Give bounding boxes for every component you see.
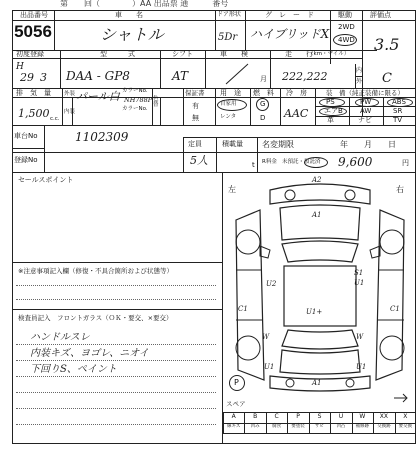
equip-pw: PW bbox=[360, 98, 372, 106]
mark-c1-right: C1 bbox=[390, 305, 400, 313]
legend-meaning: 凹み bbox=[250, 424, 260, 429]
mark-a2: A2 bbox=[312, 176, 322, 184]
legend-code: P bbox=[296, 413, 300, 420]
mark-u1-bottom-left: U1 bbox=[264, 363, 275, 371]
model-name-value: シャトル bbox=[100, 25, 164, 44]
capacity-label: 定員 bbox=[188, 140, 202, 148]
arrow-icon bbox=[392, 392, 410, 404]
legend-meaning: 腐食 bbox=[272, 424, 282, 429]
left-side-label: 左 bbox=[228, 185, 236, 194]
color-no-label-2: カラーNo. bbox=[122, 106, 148, 112]
warranty-label: 保証書 bbox=[185, 89, 205, 97]
equip-aw: AW bbox=[360, 107, 372, 115]
mark-u1-bottom-right: U1 bbox=[356, 363, 367, 371]
shift-value: AT bbox=[172, 69, 189, 83]
ext-color-label: 外装 bbox=[64, 91, 76, 97]
top-header-fragment: 第 回（ ）AA 出品票 通 番号 bbox=[60, 0, 229, 8]
mark-w-left: W bbox=[262, 333, 270, 341]
col-drive-label: 駆動 bbox=[338, 11, 352, 19]
legend-meaning: 凹凸 bbox=[336, 424, 346, 429]
equip-sr: SR bbox=[393, 107, 403, 115]
capacity-value: 5人 bbox=[190, 154, 208, 167]
shift-label: シフト bbox=[172, 50, 193, 58]
col-doors-label: ドア形状 bbox=[217, 11, 241, 18]
spare-mark: P bbox=[234, 378, 239, 387]
load-unit: t bbox=[252, 161, 255, 169]
recycle-deposit: 未預託・預託済 bbox=[282, 159, 321, 165]
inspector-note-1: ハンドルスレ bbox=[30, 332, 90, 343]
month-value: 3 bbox=[40, 71, 47, 84]
mark-a1-bottom: A1 bbox=[312, 379, 322, 387]
mark-w-right: W bbox=[356, 333, 364, 341]
color-change-label: 色替 bbox=[153, 96, 159, 108]
color-no-label: カラーNo. bbox=[122, 88, 148, 94]
equip-leather: 革 bbox=[327, 116, 334, 124]
col-grade-label: グ レ ー ド bbox=[265, 11, 314, 19]
recycle-amount: 9,600 bbox=[338, 155, 373, 169]
col-model-label: 車 名 bbox=[115, 11, 143, 19]
legend-code: U bbox=[338, 413, 344, 420]
warranty-yes: 有 bbox=[192, 102, 199, 110]
equip-label: 装 備（純正装備に限る） bbox=[326, 89, 404, 97]
equip-abs: ABS bbox=[392, 98, 406, 106]
color-value: パール白 bbox=[76, 90, 120, 103]
reg-label: 登録No bbox=[14, 156, 38, 164]
drive-4wd: 4WD bbox=[338, 36, 355, 44]
inspection-label: 車 検 bbox=[220, 50, 248, 58]
mileage-value: 222,222 bbox=[282, 70, 328, 83]
exterior-label: 外 bbox=[356, 78, 363, 85]
mark-s1: S1 bbox=[354, 269, 364, 277]
use-label: 用 途 bbox=[220, 89, 241, 97]
legend-meaning: サビ bbox=[314, 424, 324, 429]
name-change-ymd: 年 月 日 bbox=[340, 140, 396, 149]
interior-score-value: C bbox=[382, 71, 392, 86]
displacement-value: 1,500 bbox=[18, 107, 50, 120]
inspector-note-2: 内装キズ、ヨゴレ、ニオイ bbox=[30, 348, 149, 359]
col-score-label: 評価点 bbox=[370, 11, 391, 19]
year-era: H bbox=[16, 62, 24, 72]
sales-point-label: セールスポイント bbox=[18, 176, 74, 184]
use-own: 自家用 bbox=[220, 101, 237, 107]
yen-label: 円 bbox=[402, 159, 409, 167]
warranty-no: 無 bbox=[192, 114, 199, 122]
row1-header-line bbox=[12, 20, 416, 21]
name-change-label: 名変期限 bbox=[262, 140, 294, 149]
int-color-label: 内装 bbox=[64, 109, 76, 115]
equip-tv: TV bbox=[393, 116, 403, 124]
legend-code: B bbox=[253, 413, 258, 420]
cc-unit: c.c. bbox=[50, 116, 60, 122]
drive-2wd: 2WD bbox=[338, 23, 355, 31]
spare-label: スペア bbox=[226, 400, 246, 408]
inspection-slash bbox=[222, 62, 252, 86]
load-label: 積載量 bbox=[222, 140, 243, 148]
model-code-value: DAA - GP8 bbox=[66, 69, 130, 83]
legend-meaning: 要交換 bbox=[398, 424, 413, 429]
legend-meaning: 補修跡 bbox=[355, 424, 370, 429]
inspection-month-mark: 月 bbox=[260, 75, 267, 83]
chassis-label: 車台No bbox=[14, 132, 38, 140]
fuel-d: D bbox=[260, 114, 266, 122]
mark-u1-center: U1+ bbox=[306, 308, 323, 316]
color-no-value: NH788P bbox=[124, 96, 153, 104]
equip-ps: PS bbox=[326, 98, 335, 106]
year-value: 29 bbox=[20, 71, 34, 84]
lot-number: 5056 bbox=[14, 22, 52, 41]
inspector-label: 検査員記入 フロントガラス（ＯＫ・要交、×要交） bbox=[18, 314, 173, 322]
mileage-unit: （km・マイル） bbox=[308, 51, 350, 57]
first-reg-label: 初度登録 bbox=[16, 50, 44, 58]
legend-code: C bbox=[274, 413, 279, 420]
lot-label: 出品番号 bbox=[20, 11, 48, 19]
legend-meaning: 要塗装 bbox=[291, 424, 305, 429]
mileage-label: 走 行 bbox=[285, 50, 313, 58]
recycle-label: R料金 bbox=[262, 159, 277, 165]
fuel-g: G bbox=[260, 100, 266, 108]
displacement-label: 排 気 量 bbox=[16, 89, 51, 97]
inspector-note-3: 下回りS、ペイント bbox=[30, 364, 117, 375]
interior-label: 内 bbox=[356, 67, 363, 74]
mark-a1-top: A1 bbox=[312, 211, 322, 219]
mark-u1-right: U1 bbox=[354, 279, 365, 287]
grade-value: ハイブリッドX bbox=[250, 27, 330, 41]
legend-code: X bbox=[403, 413, 408, 420]
mark-c1-left: C1 bbox=[238, 305, 248, 313]
equip-navi: ナビ bbox=[358, 116, 372, 124]
chassis-value: 1102309 bbox=[75, 130, 129, 144]
legend-code: W bbox=[359, 413, 366, 420]
score-value: 3.5 bbox=[374, 35, 400, 54]
legend-code: A bbox=[231, 413, 236, 420]
ac-value: AAC bbox=[284, 107, 309, 120]
doors-value: 5Dr bbox=[218, 32, 238, 43]
mark-u2: U2 bbox=[266, 280, 277, 288]
ac-label: 冷 房 bbox=[286, 89, 307, 97]
katashiki-label: 型 式 bbox=[100, 50, 135, 58]
notes-label: ※注意事項記入欄（修復・不具合箇所および状態等） bbox=[18, 267, 173, 275]
fuel-label: 燃 料 bbox=[253, 89, 274, 97]
use-rental: レンタ bbox=[220, 114, 237, 120]
legend-code: XX bbox=[379, 413, 388, 420]
legend-meaning: 交換跡 bbox=[377, 424, 391, 429]
equip-airbag: エアB bbox=[324, 107, 343, 115]
legend-code: S bbox=[317, 413, 322, 420]
recycle-deposited-circle bbox=[304, 157, 328, 168]
right-side-label: 右 bbox=[396, 185, 404, 194]
legend-meaning: 線キズ bbox=[227, 424, 241, 429]
